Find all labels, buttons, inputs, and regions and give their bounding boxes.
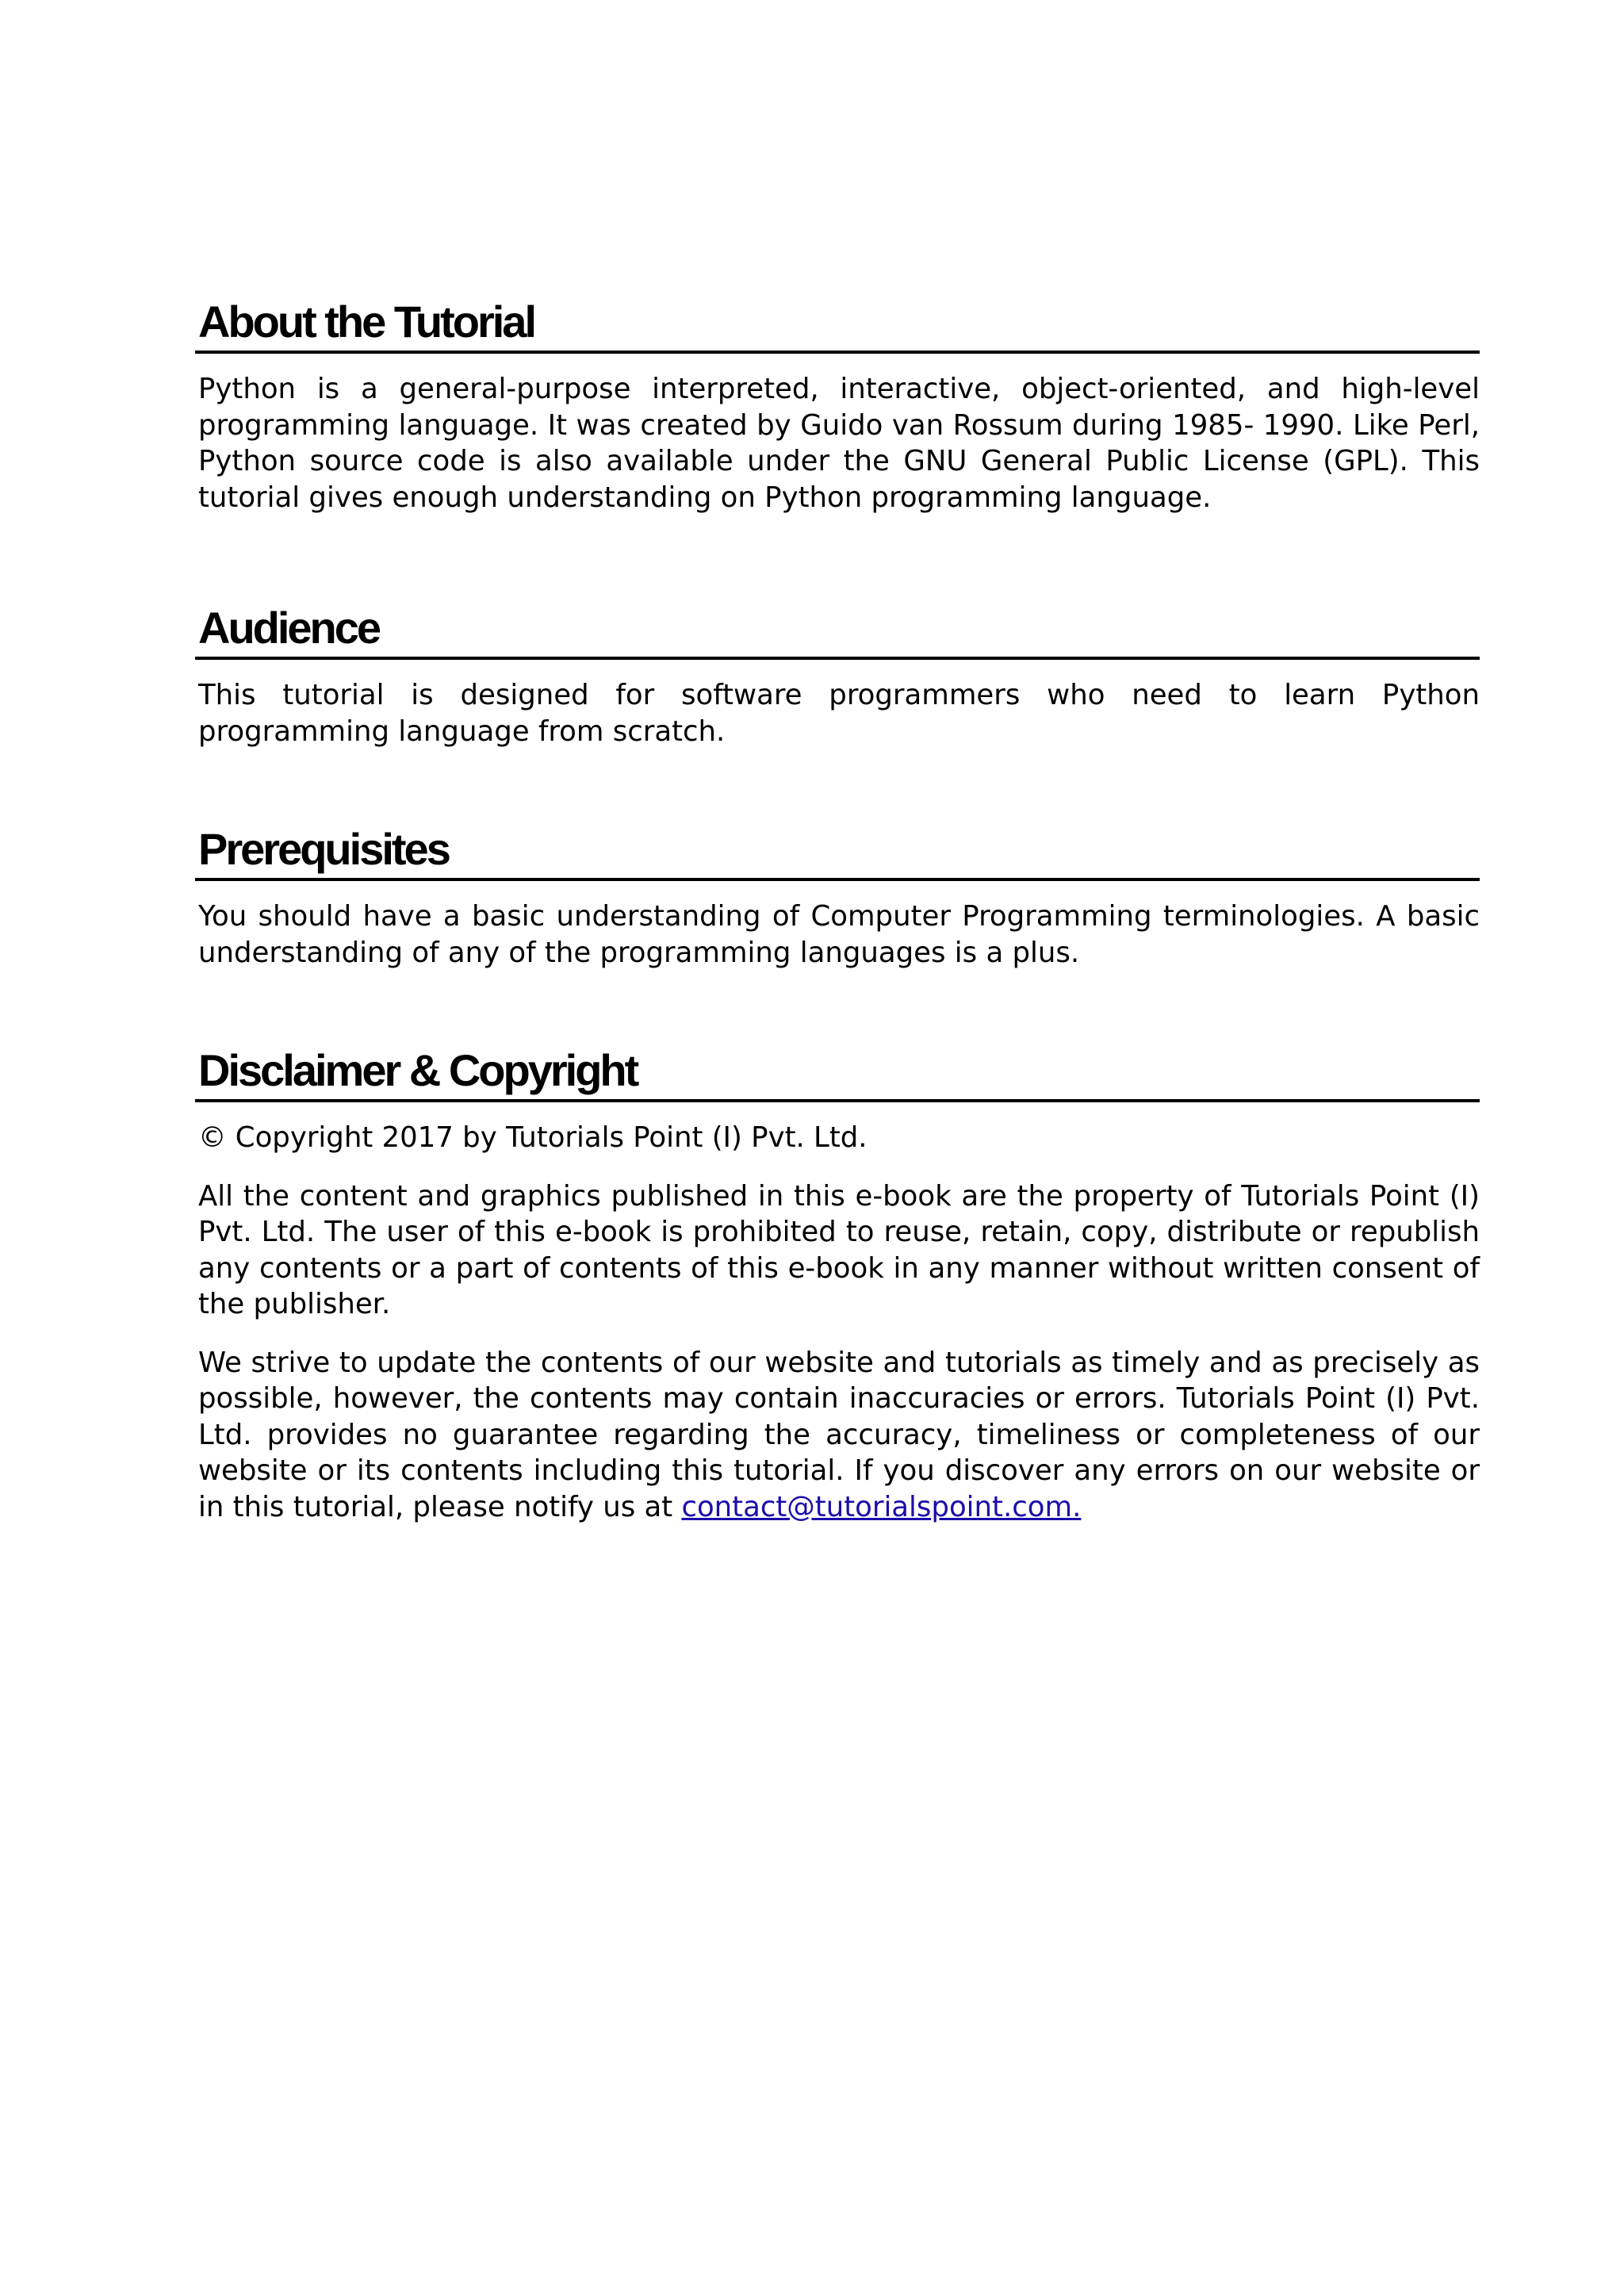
about-section [195,293,1480,515]
disclaimer-section [195,1042,1480,1525]
document-page [195,293,1480,1525]
audience-paragraph: This tutorial is designed for software programmers who need to learn Python programming language from scratch. [198,679,1480,748]
disclaimer-paragraph-2 [198,1345,1480,1526]
disclaimer-paragraph-1: All the content and graphics published in this e-book are the property of Tutorials Point (I) Pvt. Ltd. The user of this e-book is prohibited to reuse, retain, copy, distribute or republish any contents or a part of contents of this e-book in any manner without written consent of the publisher. [198,1179,1480,1320]
disclaimer-heading: Disclaimer & Copyright [195,1042,1480,1102]
contact-email-link[interactable]: contact@tutorialspoint.com [681,1490,1073,1523]
disclaimer-paragraph-2-text: We strive to update the contents of our website and tutorials as timely and as precisely as possible, however, the contents may contain inaccuracies or errors. Tutorials Point (I) Pvt. Ltd. provides no guarantee regarding the accuracy, timeliness or completeness of our website or its contents including this tutorial. If you discover any errors on our website or in this tutorial, please notify us at [198,1346,1480,1523]
prerequisites-paragraph: You should have a basic understanding of Computer Programming terminologies. A basic understanding of any of the programming languages is a plus. [198,900,1480,969]
prerequisites-section [195,821,1480,971]
audience-heading: Audience [195,600,1480,660]
about-paragraph: Python is a general-purpose interpreted, interactive, object-oriented, and high-level programming language. It was created by Guido van Rossum during 1985- 1990. Like Perl, Python source code is also available under the GNU General Public License (GPL). This tutorial gives enough understanding on Python programming language. [198,373,1480,514]
audience-section [195,600,1480,749]
copyright-line: © Copyright 2017 by Tutorials Point (I) Pvt. Ltd. [198,1121,868,1154]
contact-email-period: . [1072,1490,1082,1523]
about-heading: About the Tutorial [195,293,1480,354]
prerequisites-heading: Prerequisites [195,821,1480,881]
